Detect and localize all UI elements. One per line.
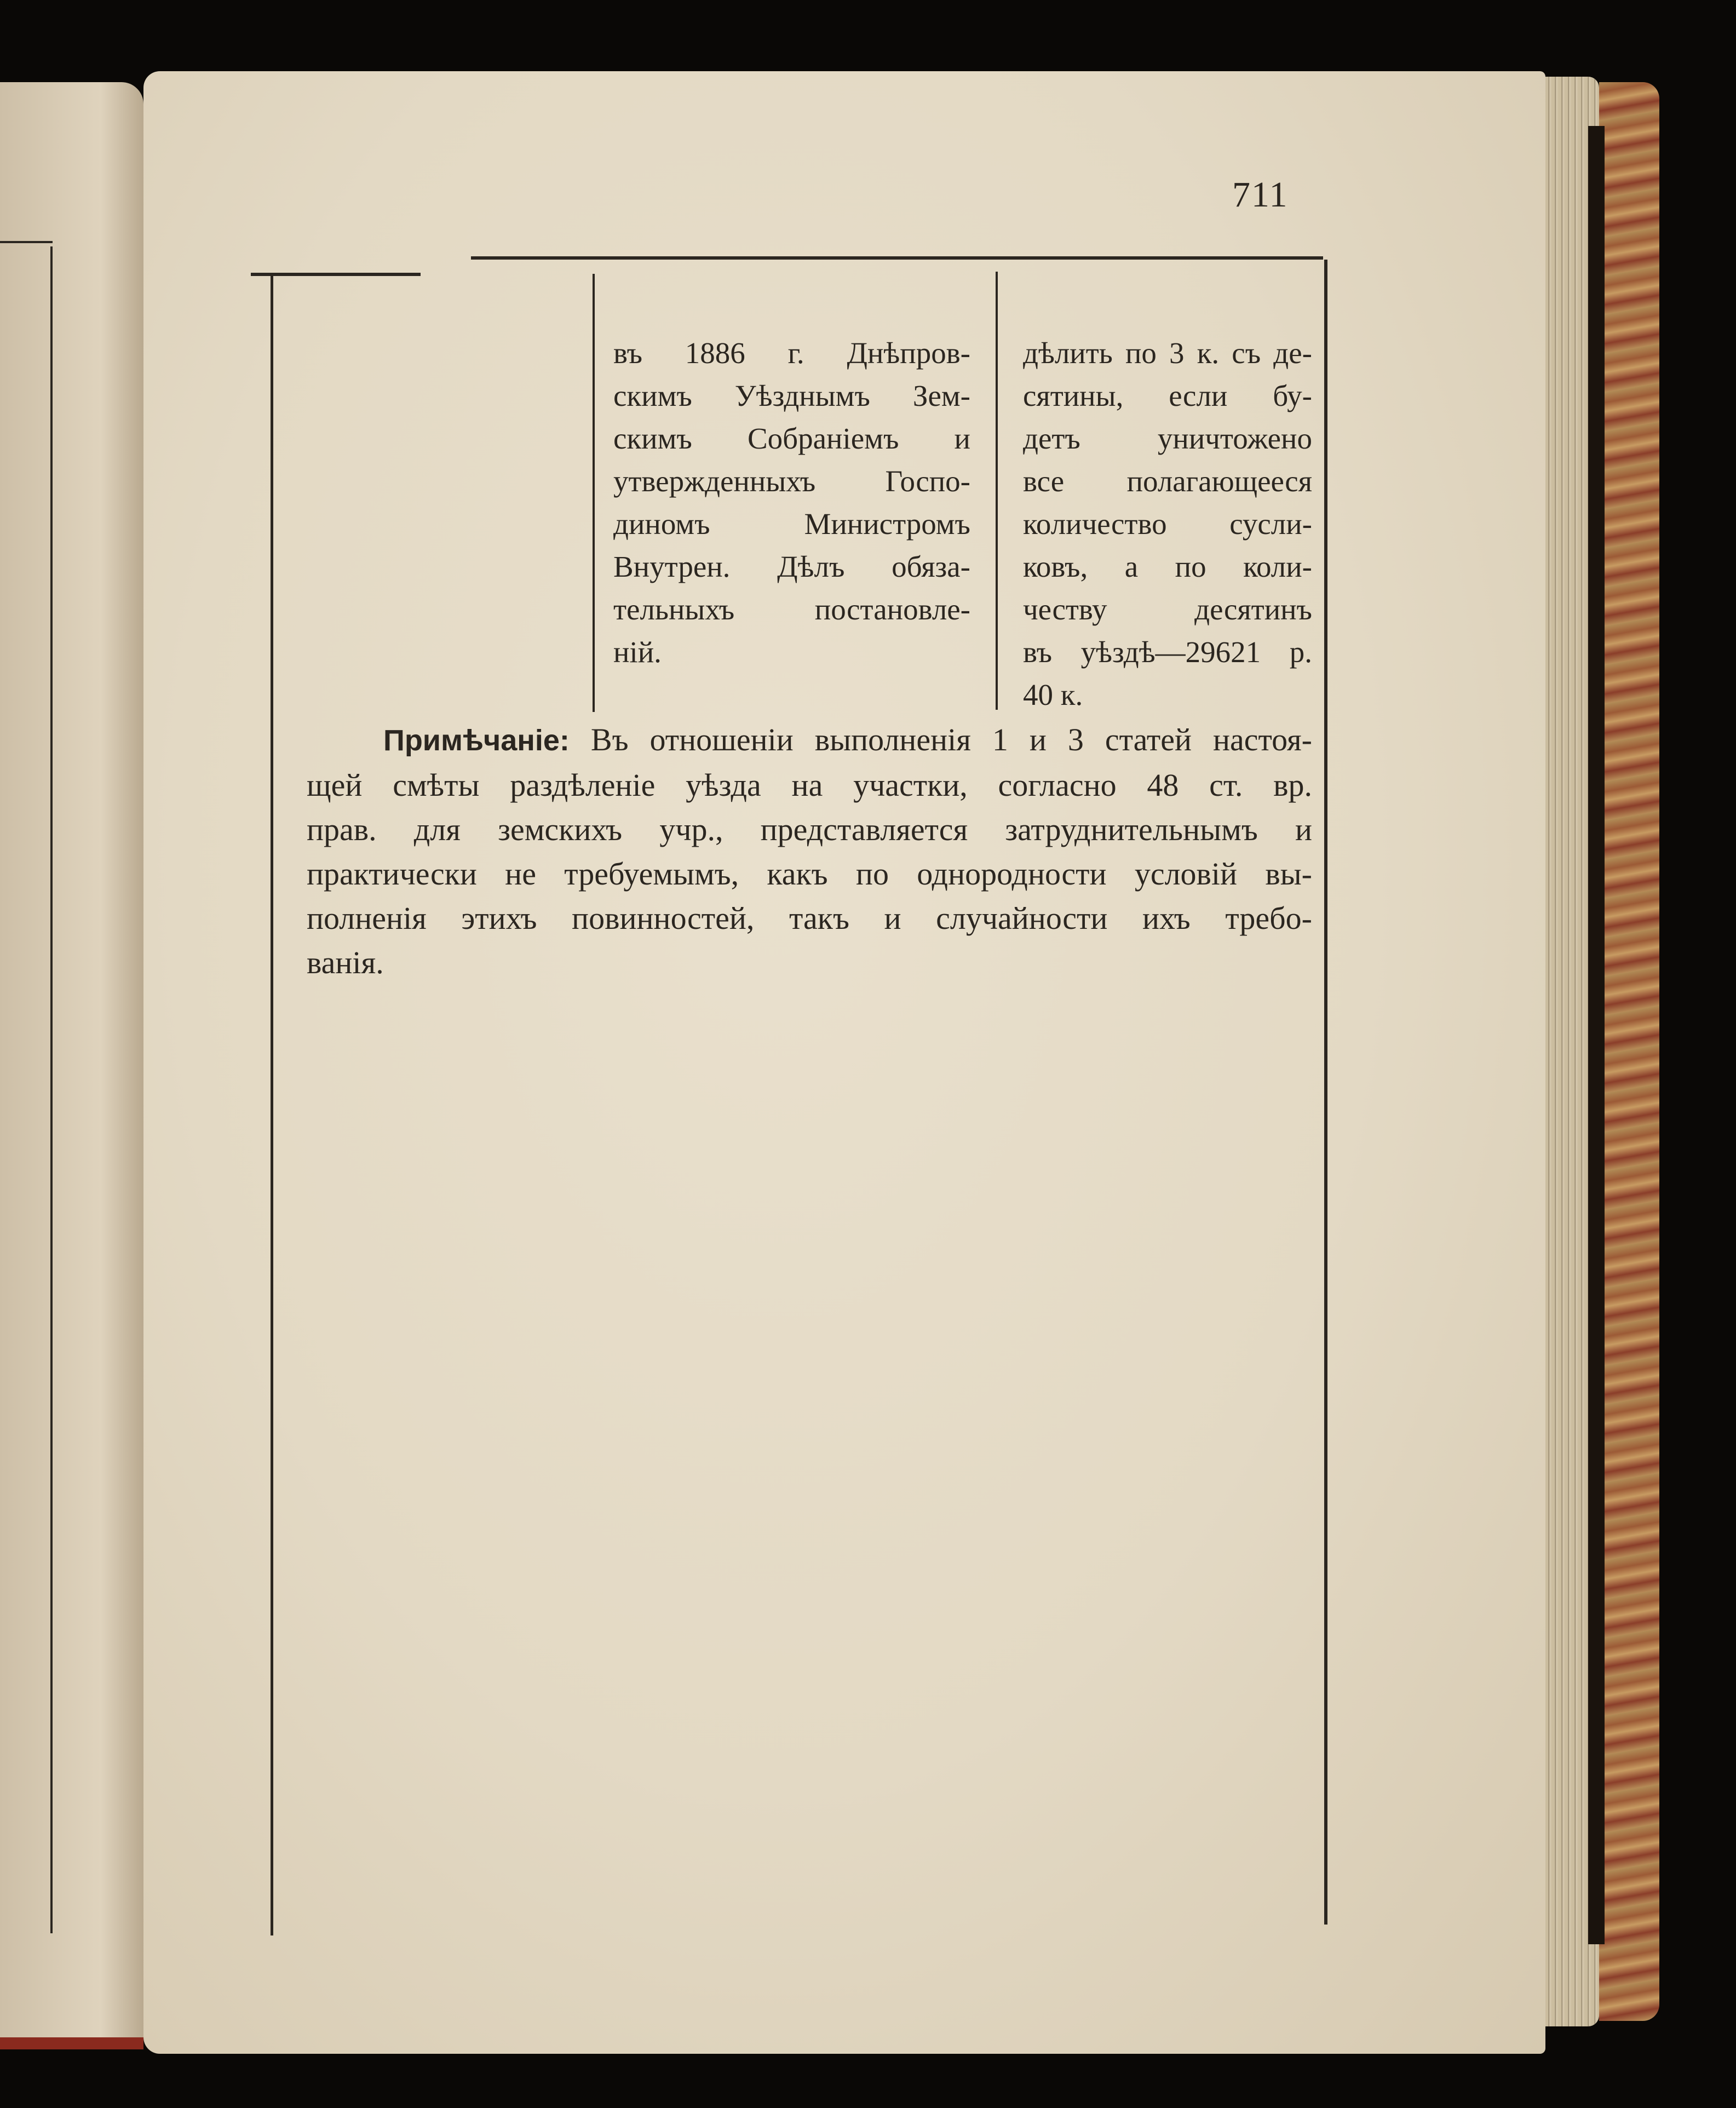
book-cover-edge bbox=[1599, 82, 1659, 2021]
text-line: въ уѣздѣ—29621 р. bbox=[1023, 635, 1312, 669]
text-line: ковъ, а по коли- bbox=[1023, 550, 1312, 583]
table-left-border bbox=[271, 276, 273, 1935]
text-line: утвержденныхъ Госпо- bbox=[613, 464, 970, 498]
facing-page-horizontal-rule bbox=[0, 241, 53, 243]
text-line: ній. bbox=[613, 635, 662, 669]
text-line: дѣлить по 3 к. съ де- bbox=[1023, 336, 1312, 370]
text-line: сятины, если бу- bbox=[1023, 379, 1312, 412]
text-line: въ 1886 г. Днѣпров- bbox=[613, 336, 970, 370]
table-top-rule-left bbox=[251, 273, 421, 276]
page-edges-shadow bbox=[1588, 126, 1605, 1944]
text-line bbox=[307, 717, 1312, 763]
table-top-rule-right bbox=[471, 256, 1323, 260]
text-line: количество сусли- bbox=[1023, 507, 1312, 541]
footnote-paragraph bbox=[307, 717, 1312, 985]
facing-page-vertical-rule bbox=[50, 246, 53, 1933]
table-right-border bbox=[1324, 260, 1327, 1925]
note-label: Примѣчаніе: bbox=[383, 724, 570, 757]
column-divider-1 bbox=[593, 274, 595, 712]
text-line: тельныхъ постановле- bbox=[613, 593, 970, 626]
text-line: скимъ Собраніемъ и bbox=[613, 422, 970, 455]
text-line: все полагающееся bbox=[1023, 464, 1312, 498]
text-line: прав. для земскихъ учр., представляется затруднительнымъ и bbox=[307, 812, 1312, 847]
text-line: 40 к. bbox=[1023, 678, 1083, 711]
table-column-3-text bbox=[1023, 332, 1312, 716]
text-line: диномъ Министромъ bbox=[613, 507, 970, 541]
facing-page bbox=[0, 82, 143, 2049]
text-line: Внутрен. Дѣлъ обяза- bbox=[613, 550, 970, 583]
text-line: детъ уничтожено bbox=[1023, 422, 1312, 455]
table-column-2-text bbox=[613, 332, 970, 674]
column-divider-2 bbox=[996, 272, 998, 710]
text-line: щей смѣты раздѣленіе уѣзда на участки, согласно 48 ст. вр. bbox=[307, 767, 1312, 803]
text-line: ванія. bbox=[307, 945, 384, 980]
note-first-line: Въ отношеніи выполненія 1 и 3 статей настоя- bbox=[590, 722, 1312, 757]
text-line: полненія этихъ повинностей, такъ и случайности ихъ требо- bbox=[307, 900, 1312, 936]
page-number: 711 bbox=[1232, 175, 1289, 215]
text-line: честву десятинъ bbox=[1023, 593, 1312, 626]
text-line: практически не требуемымъ, какъ по однородности условій вы- bbox=[307, 856, 1312, 892]
text-line: скимъ Уѣзднымъ Зем- bbox=[613, 379, 970, 412]
